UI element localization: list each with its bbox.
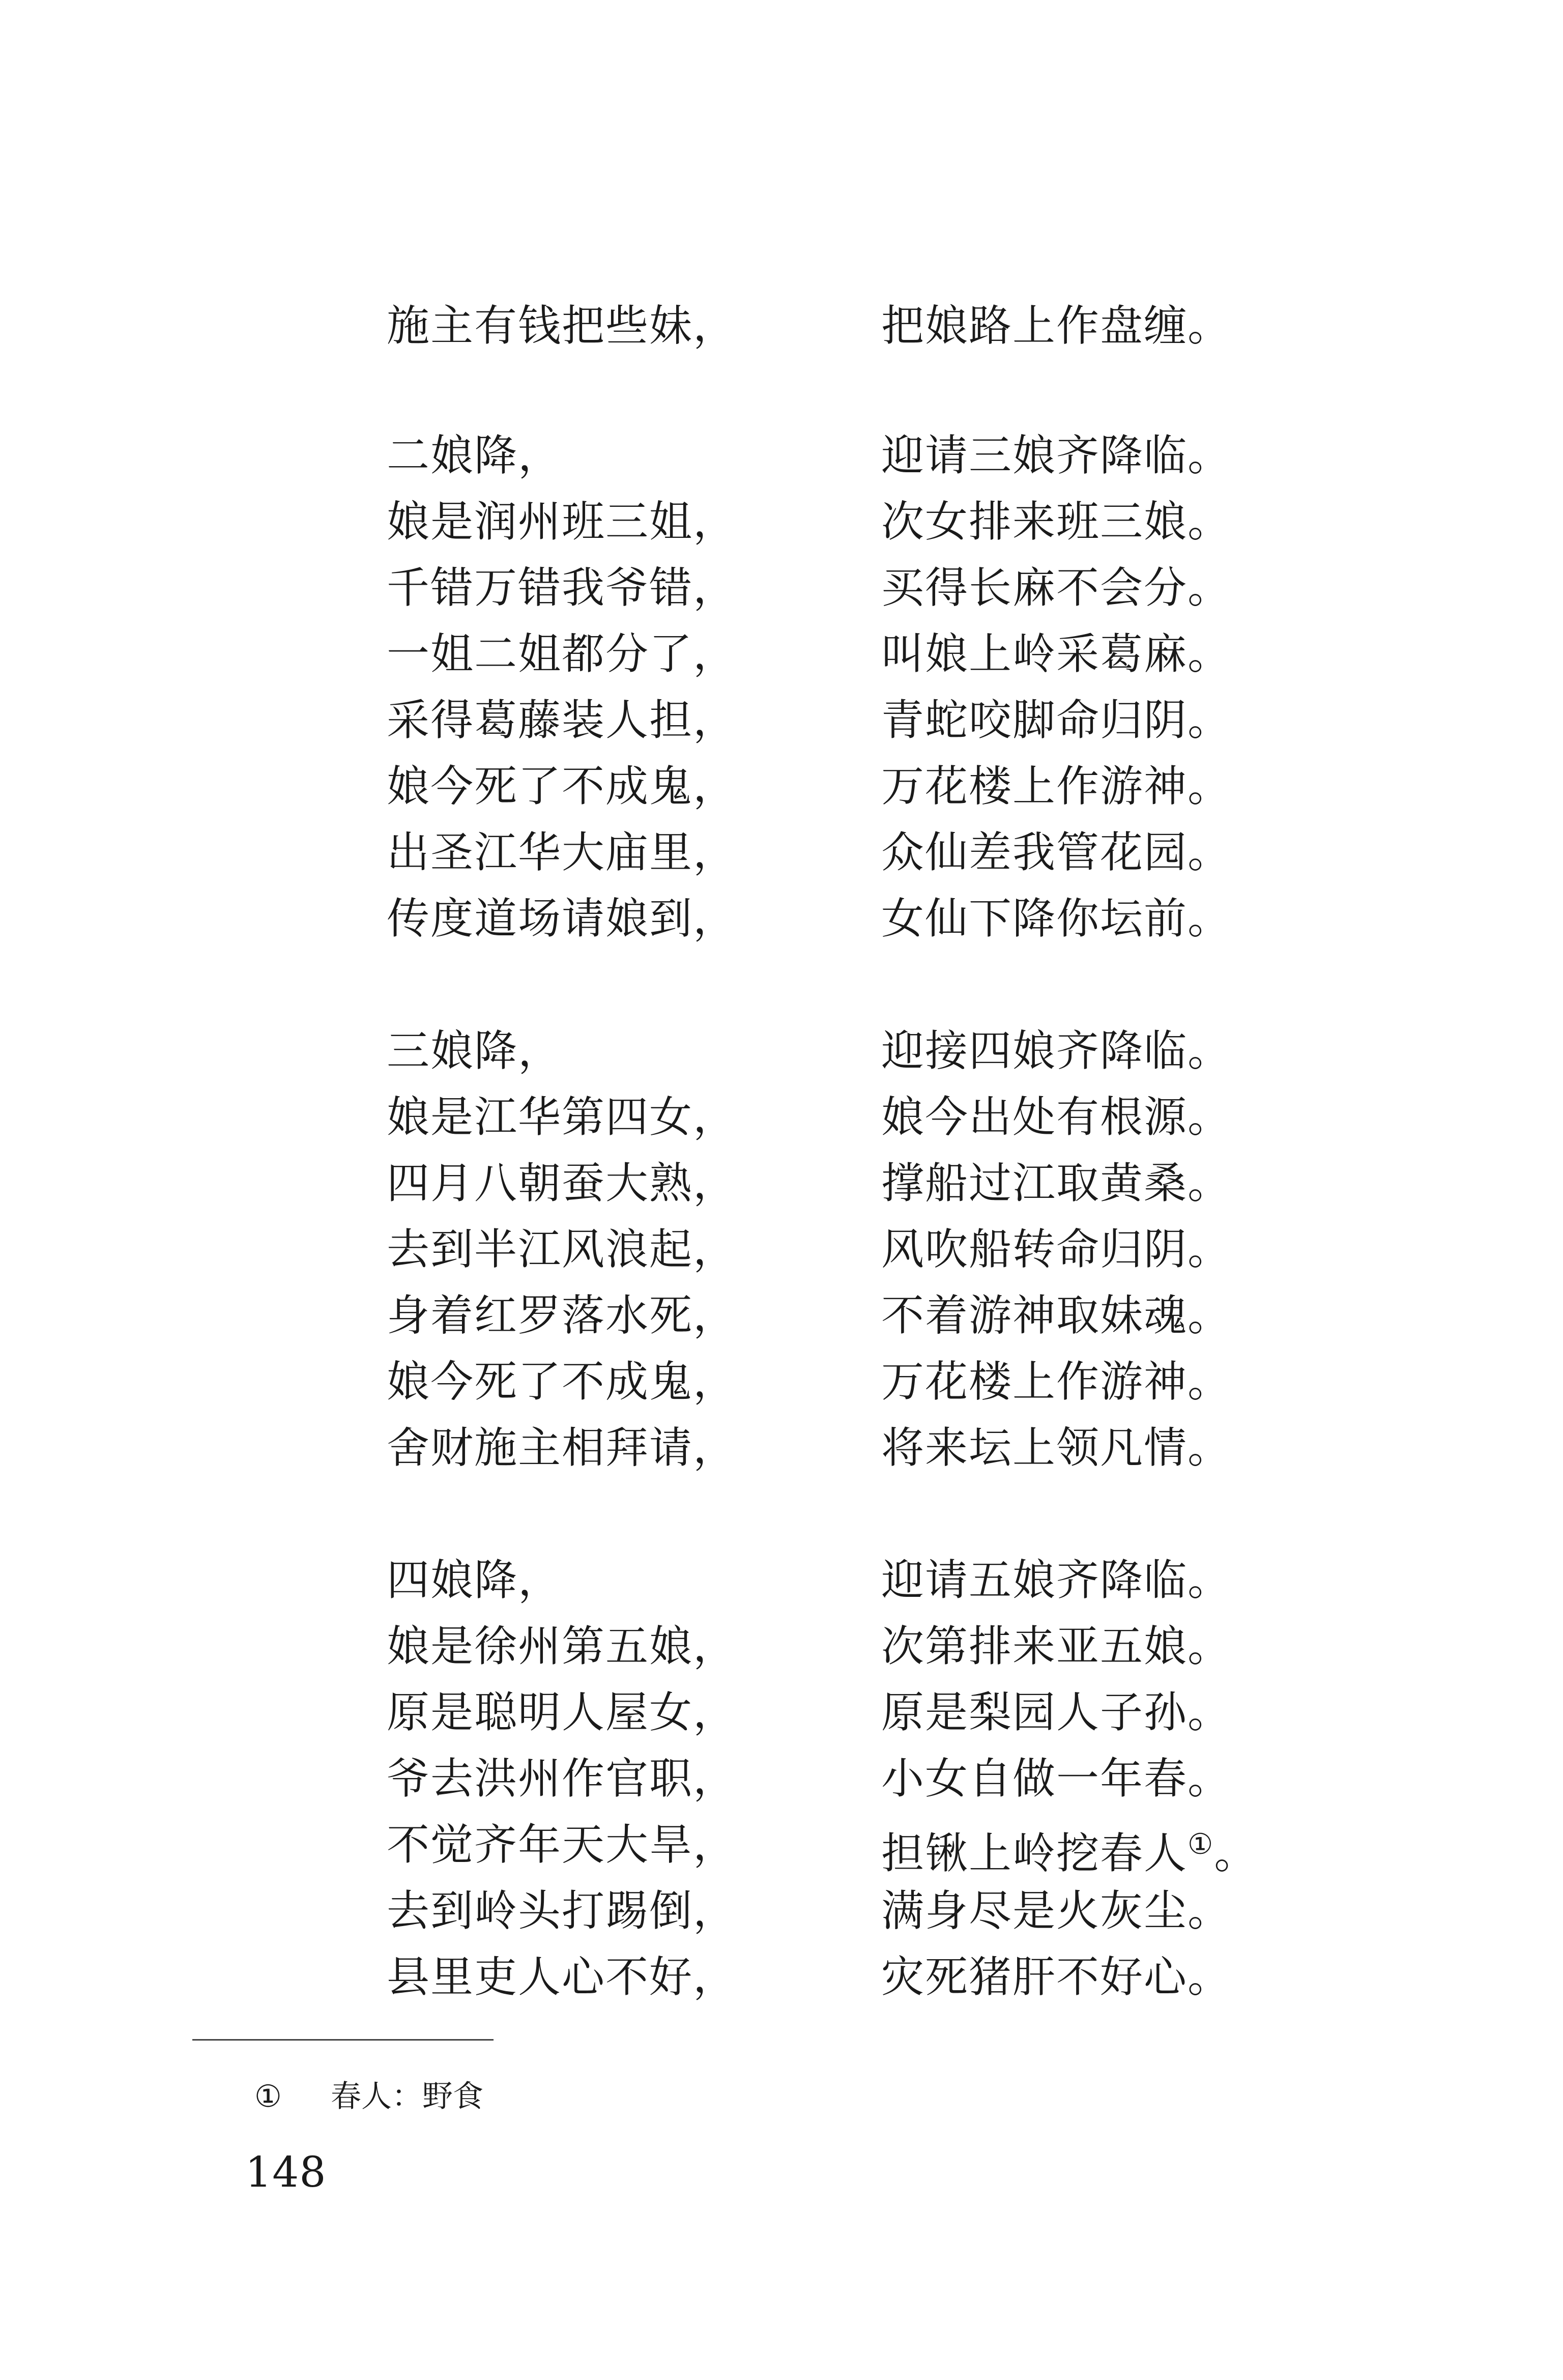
verse-line-first-half: 舍财施主相拜请， xyxy=(387,1423,737,1473)
verse-line-first-half: 去到岭头打踢倒， xyxy=(387,1886,737,1936)
verse-line-second-half: 把娘路上作盘缠。 xyxy=(881,301,1232,351)
verse-line-second-half: 迎请五娘齐降临。 xyxy=(881,1555,1232,1605)
verse-line-second-half: 将来坛上领凡情。 xyxy=(881,1423,1232,1473)
verse-line xyxy=(0,1216,1563,1282)
verse-line xyxy=(0,1547,1563,1613)
verse-line-second-half: 迎请三娘齐降临。 xyxy=(881,431,1232,480)
footnote-divider xyxy=(192,2039,494,2041)
verse-line-second-half: 不着游神取妹魂。 xyxy=(881,1291,1232,1340)
verse-line-first-half: 爷去洪州作官职， xyxy=(387,1754,737,1803)
verse-line-first-half: 娘是徐州第五娘， xyxy=(387,1621,737,1671)
verse-line-first-half: 出圣江华大庙里， xyxy=(387,827,737,877)
verse-line xyxy=(0,1812,1563,1878)
verse-line xyxy=(0,1282,1563,1349)
verse-line-first-half: 传度道场请娘到， xyxy=(387,894,737,943)
verse-line-first-half: 娘是润州班三姐， xyxy=(387,497,737,547)
verse-line-first-half: 原是聪明人屋女， xyxy=(387,1687,737,1737)
verse-line xyxy=(0,1878,1563,1944)
verse-line-first-half: 三娘降， xyxy=(387,1026,562,1076)
verse-line xyxy=(0,819,1563,885)
verse-line-first-half: 县里吏人心不好， xyxy=(387,1952,737,2002)
verse-line-first-half: 去到半江风浪起， xyxy=(387,1224,737,1274)
verse-line-second-half: 原是梨园人子孙。 xyxy=(881,1687,1232,1737)
verse-line-second-half: 叫娘上岭采葛麻。 xyxy=(881,629,1232,679)
verse-line-second-half: 次女排来班三娘。 xyxy=(881,497,1232,547)
verse-line xyxy=(0,293,1563,359)
verse-line xyxy=(0,422,1563,489)
verse-line xyxy=(0,1349,1563,1415)
verse-line xyxy=(0,1084,1563,1150)
verse-line xyxy=(0,1944,1563,2010)
verse-line-second-half: 女仙下降你坛前。 xyxy=(881,894,1232,943)
verse-line xyxy=(0,555,1563,621)
verse-punctuation: 。 xyxy=(1214,1828,1258,1878)
verse-line-first-half: 四月八朝蚕大熟， xyxy=(387,1158,737,1208)
verse-line-second-half: 灾死猪肝不好心。 xyxy=(881,1952,1232,2002)
verse-line-second-half: 风吹船转命归阴。 xyxy=(881,1224,1232,1274)
verse-line-second-half: 娘今出处有根源。 xyxy=(881,1092,1232,1142)
verse-line-first-half: 娘今死了不成鬼， xyxy=(387,761,737,811)
verse-line-second-half: 买得长麻不会分。 xyxy=(881,563,1232,613)
verse-line-second-half: 万花楼上作游神。 xyxy=(881,1357,1232,1407)
verse-line xyxy=(0,1679,1563,1745)
verse-line xyxy=(0,885,1563,952)
verse-line-second-half: 次第排来亚五娘。 xyxy=(881,1621,1232,1671)
verse-line xyxy=(0,489,1563,555)
verse-line-second-half xyxy=(881,1812,1258,1886)
verse-line xyxy=(0,621,1563,687)
verse-line-first-half: 娘今死了不成鬼， xyxy=(387,1357,737,1407)
verse-line-second-half: 万花楼上作游神。 xyxy=(881,761,1232,811)
verse-line-second-half: 青蛇咬脚命归阴。 xyxy=(881,695,1232,745)
verse-line-second-half: 满身尽是火灰尘。 xyxy=(881,1886,1232,1936)
verse-line xyxy=(0,1613,1563,1679)
verse-line xyxy=(0,753,1563,819)
verse-line xyxy=(0,687,1563,753)
verse-line-first-half: 娘是江华第四女， xyxy=(387,1092,737,1142)
verse-line xyxy=(0,1018,1563,1084)
footnote-mark: ① xyxy=(254,2079,282,2114)
verse-line-second-half: 迎接四娘齐降临。 xyxy=(881,1026,1232,1076)
page-number: 148 xyxy=(245,2148,327,2197)
verse-text: 担锹上岭挖春人 xyxy=(881,1828,1188,1878)
footnote-text: 春人：野食 xyxy=(331,2079,483,2114)
verse-line-first-half: 千错万错我爷错， xyxy=(387,563,737,613)
verse-line-second-half: 众仙差我管花园。 xyxy=(881,827,1232,877)
verse-line-second-half: 撑船过江取黄桑。 xyxy=(881,1158,1232,1208)
verse-line-first-half: 采得葛藤装人担， xyxy=(387,695,737,745)
footnote xyxy=(254,2076,483,2117)
verse-line xyxy=(0,1150,1563,1216)
verse-line-second-half: 小女自做一年春。 xyxy=(881,1754,1232,1803)
verse-line-first-half: 一姐二姐都分了， xyxy=(387,629,737,679)
verse-line xyxy=(0,1745,1563,1812)
verse-line-first-half: 身着红罗落水死， xyxy=(387,1291,737,1340)
verse-line-first-half: 不觉齐年天大旱， xyxy=(387,1820,737,1870)
verse-line xyxy=(0,1415,1563,1481)
verse-line-first-half: 二娘降， xyxy=(387,431,562,480)
verse-line-first-half: 施主有钱把些妹， xyxy=(387,301,737,351)
footnote-reference[interactable]: ① xyxy=(1188,1828,1214,1861)
verse-line-first-half: 四娘降， xyxy=(387,1555,562,1605)
